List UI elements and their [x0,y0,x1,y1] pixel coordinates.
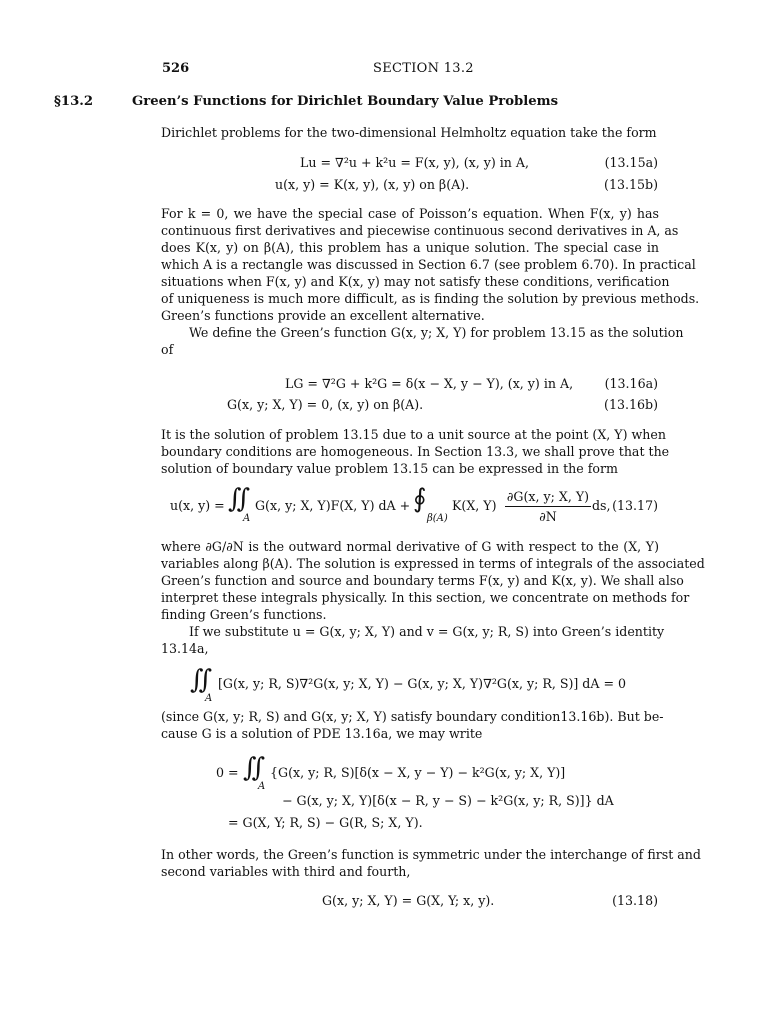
fraction-numerator: ∂G(x, y; X, Y) [506,489,590,504]
text-line: Green’s functions provide an excellent alternative. [161,308,485,323]
section-number: §13.2 [54,94,94,109]
double-integral-sign: ∬ [243,753,266,783]
paragraph-unit-source [161,426,670,477]
eq-line: = G(X, Y; R, S) − G(R, S; X, Y). [228,815,423,830]
text-line: solution of boundary value problem 13.15 can be expressed in the form [161,461,618,476]
double-integral-sign: ∬ [228,484,251,514]
text-line: It is the solution of problem 13.15 due to a unit source at the point (X, Y) when [161,427,666,442]
section-title: Green’s Functions for Dirichlet Boundary Value Problems [132,94,559,109]
text-line: of uniqueness is much more difficult, as is finding the solution by previous methods. [161,291,700,306]
text-line: finding Green’s functions. [161,607,327,622]
integral-domain: A [243,513,251,524]
paragraph-poisson [161,205,700,358]
normal-derivative-fraction [505,489,591,524]
text-line: second variables with third and fourth, [161,864,411,879]
text-line: For k = 0, we have the special case of Poisson’s equation. When F(x, y) has [161,206,659,221]
paragraph-boundary-condition [161,708,664,742]
eq-integrand: G(x, y; X, Y)F(X, Y) dA + [255,498,411,513]
text-line: 13.14a, [161,641,209,656]
text-line: interpret these integrals physically. In this section, we concentrate on methods for [161,590,690,605]
text-line: where ∂G/∂N is the outward normal derivative of G with respect to the (X, Y) [161,539,659,554]
text-line: continuous first derivatives and piecewise continuous second derivatives in A, as [161,223,679,238]
text-line: situations when F(x, y) and K(x, y) may not satisfy these conditions, verification [161,274,670,289]
text-line: which A is a rectangle was discussed in Section 6.7 (see problem 6.70). In practical [161,257,696,272]
eq-line: − G(x, y; X, Y)[δ(x − R, y − S) − k²G(x, y; R, S)]} dA [282,793,614,808]
equation-label: (13.16a) [604,376,658,391]
eq-lhs: u(x, y) = [170,498,225,513]
integral-boundary: β(A) [427,513,448,524]
double-integral-sign: ∬ [190,665,213,695]
equation-13-16b: G(x, y; X, Y) = 0, (x, y) on β(A). [227,397,424,412]
equation-label: (13.16b) [604,397,658,412]
paragraph-normal-derivative [161,538,705,657]
eq-line: {G(x, y; R, S)[δ(x − X, y − Y) − k²G(x, y; X, Y)] [270,765,566,780]
text-line: If we substitute u = G(x, y; X, Y) and v = G(x, y; R, S) into Green’s identity [189,624,665,639]
text-line: We define the Green’s function G(x, y; X, Y) for problem 13.15 as the solution [189,325,684,340]
equation-label: (13.17) [612,498,658,513]
eq-lhs: 0 = [216,765,239,780]
text-line: variables along β(A). The solution is expressed in terms of integrals of the associated [161,556,705,571]
text-line: of [161,342,174,357]
eq-tail: ds, [592,498,611,513]
text-line: does K(x, y) on β(A), this problem has a unique solution. The special case in [161,240,659,255]
text-line: Green’s function and source and boundary terms F(x, y) and K(x, y). We shall also [161,573,684,588]
text-line: (since G(x, y; R, S) and G(x, y; X, Y) satisfy boundary condition13.16b). But be- [161,709,664,724]
text-line: Dirichlet problems for the two-dimensional Helmholtz equation take the form [161,125,657,140]
fraction-denominator: ∂N [539,509,557,524]
equation-13-15a: Lu = ∇²u + k²u = F(x, y), (x, y) in A, [300,155,529,170]
page-number: 526 [162,61,190,76]
equation-label: (13.15b) [604,177,658,192]
equation-13-15b: u(x, y) = K(x, y), (x, y) on β(A). [275,177,470,192]
integral-domain: A [205,693,213,704]
integral-domain: A [258,781,266,792]
text-line: boundary conditions are homogeneous. In Section 13.3, we shall prove that the [161,444,670,459]
running-header: SECTION 13.2 [373,61,474,76]
text-line: cause G is a solution of PDE 13.16a, we may write [161,726,483,741]
equation-label: (13.15a) [604,155,658,170]
contour-integral-sign: ∮ [413,484,427,514]
paragraph-symmetry [161,846,701,880]
equation-13-18: G(x, y; X, Y) = G(X, Y; x, y). [322,893,495,908]
equation-label: (13.18) [612,893,658,908]
eq-boundary-term: K(X, Y) [452,498,497,513]
equation-13-16a: LG = ∇²G + k²G = δ(x − X, y − Y), (x, y) in A, [285,376,574,391]
paragraph-intro [161,124,659,141]
section-heading [54,94,558,109]
text-line: In other words, the Green’s function is symmetric under the interchange of first and [161,847,701,862]
eq-integrand: [G(x, y; R, S)∇²G(x, y; X, Y) − G(x, y; X, Y)∇²G(x, y; R, S)] dA = 0 [218,676,627,691]
fraction-bar [505,506,591,507]
